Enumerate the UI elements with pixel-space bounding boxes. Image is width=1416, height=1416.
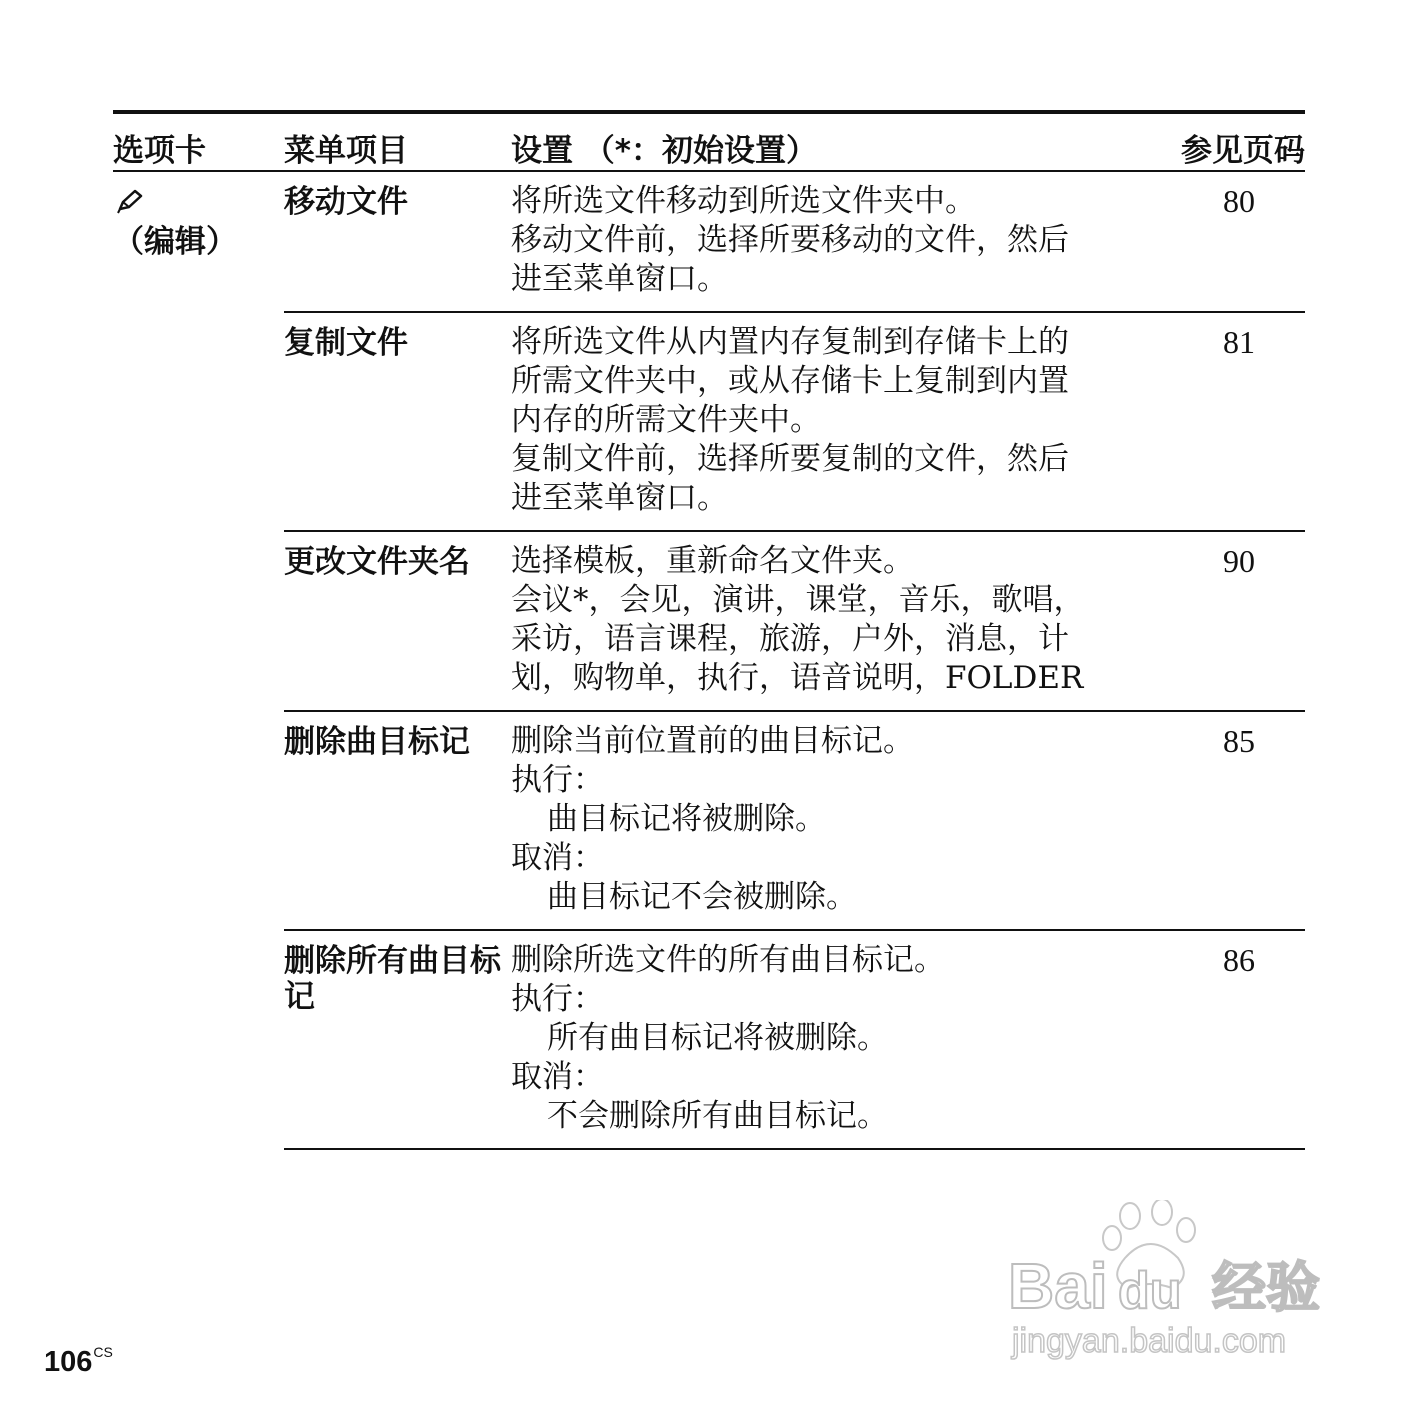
page-number-value: 106 bbox=[44, 1346, 93, 1378]
setting-line: 执行： bbox=[511, 762, 604, 798]
header-ref-page: 参见页码 bbox=[1181, 133, 1305, 169]
setting-description bbox=[511, 941, 1171, 1136]
table-row bbox=[284, 172, 1305, 313]
tab-label: （编辑） bbox=[113, 224, 237, 260]
setting-line: 进至菜单窗口。 bbox=[511, 480, 728, 516]
pencil-icon bbox=[115, 188, 145, 214]
table-body bbox=[284, 172, 1305, 1150]
setting-line: 内存的所需文件夹中。 bbox=[511, 402, 821, 438]
menu-item-name: 更改文件夹名 bbox=[284, 544, 470, 580]
watermark-brand-left: Bai bbox=[1008, 1250, 1108, 1322]
setting-line: 曲目标记不会被删除。 bbox=[547, 879, 857, 915]
ref-page-number: 85 bbox=[1223, 723, 1255, 759]
setting-line: 进至菜单窗口。 bbox=[511, 261, 728, 297]
header-setting: 设置 （*：初始设置） bbox=[511, 133, 818, 169]
watermark-brand-right: du bbox=[1118, 1262, 1182, 1320]
watermark-url: jingyan.baidu.com bbox=[1012, 1322, 1287, 1360]
setting-line: 将所选文件移动到所选文件夹中。 bbox=[511, 183, 976, 219]
menu-item-name: 复制文件 bbox=[284, 325, 408, 361]
setting-line: 所有曲目标记将被删除。 bbox=[547, 1020, 888, 1056]
menu-item-name: 移动文件 bbox=[284, 184, 408, 220]
setting-line: 复制文件前，选择所要复制的文件，然后 bbox=[511, 441, 1069, 477]
header-menu-item: 菜单项目 bbox=[284, 133, 408, 169]
watermark-brand-cn: 经验 bbox=[1212, 1256, 1320, 1319]
ref-page-number: 90 bbox=[1223, 543, 1255, 579]
setting-line: 选择模板，重新命名文件夹。 bbox=[511, 543, 914, 579]
setting-line: 曲目标记将被删除。 bbox=[547, 801, 826, 837]
setting-description bbox=[511, 722, 1171, 917]
setting-description bbox=[511, 182, 1171, 299]
ref-page-number: 86 bbox=[1223, 942, 1255, 978]
page-number-suffix: CS bbox=[93, 1344, 113, 1360]
setting-line: 划，购物单，执行，语音说明，FOLDER bbox=[511, 660, 1084, 696]
table-row bbox=[284, 313, 1305, 532]
table-header bbox=[113, 114, 1305, 172]
setting-line: 删除所选文件的所有曲目标记。 bbox=[511, 942, 945, 978]
setting-description bbox=[511, 323, 1171, 518]
setting-line: 移动文件前，选择所要移动的文件，然后 bbox=[511, 222, 1069, 258]
menu-item-name: 删除曲目标记 bbox=[284, 724, 470, 760]
ref-page-number: 80 bbox=[1223, 183, 1255, 219]
menu-item-name: 删除所有曲目标记 bbox=[284, 943, 501, 1015]
setting-line: 取消： bbox=[511, 840, 604, 876]
setting-line: 会议*，会见，演讲，课堂，音乐，歌唱， bbox=[511, 582, 1085, 618]
ref-page-number: 81 bbox=[1223, 324, 1255, 360]
setting-line: 将所选文件从内置内存复制到存储卡上的 bbox=[511, 324, 1069, 360]
setting-line: 不会删除所有曲目标记。 bbox=[547, 1098, 888, 1134]
baidu-jingyan-watermark bbox=[1000, 1200, 1340, 1370]
setting-line: 执行： bbox=[511, 981, 604, 1017]
setting-line: 删除当前位置前的曲目标记。 bbox=[511, 723, 914, 759]
page-number bbox=[44, 1344, 113, 1379]
setting-line: 取消： bbox=[511, 1059, 604, 1095]
table-row bbox=[284, 931, 1305, 1150]
setting-line: 所需文件夹中，或从存储卡上复制到内置 bbox=[511, 363, 1069, 399]
menu-table bbox=[113, 110, 1305, 1150]
header-tab: 选项卡 bbox=[113, 133, 206, 169]
setting-line: 采访，语言课程，旅游，户外，消息，计 bbox=[511, 621, 1069, 657]
setting-description bbox=[511, 542, 1171, 698]
table-row bbox=[284, 532, 1305, 712]
table-row bbox=[284, 712, 1305, 931]
tab-cell-edit bbox=[113, 188, 273, 261]
